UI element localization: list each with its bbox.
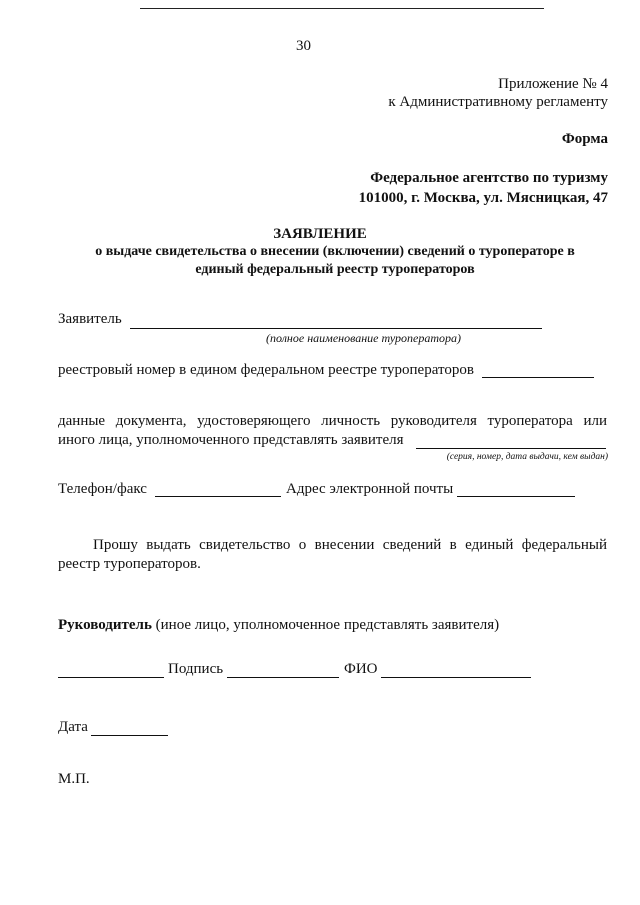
full-name-label: ФИО	[344, 661, 378, 677]
identity-document-line-1: данные документа, удостоверяющего личность руководителя туроператора или	[58, 413, 607, 429]
document-heading: ЗАЯВЛЕНИЕ	[273, 226, 367, 242]
request-line-1: Прошу выдать свидетельство о внесении сведений в единый федеральный	[93, 537, 607, 553]
addressee-address: 101000, г. Москва, ул. Мясницкая, 47	[358, 190, 608, 206]
form-label: Форма	[561, 131, 608, 147]
stamp-label: М.П.	[58, 771, 90, 787]
signatory-line	[58, 617, 499, 634]
appendix-line-1: Приложение № 4	[498, 76, 608, 92]
addressee-agency: Федеральное агентство по туризму	[370, 170, 608, 186]
identity-document-field[interactable]	[416, 448, 606, 449]
signature-field[interactable]	[227, 677, 339, 678]
applicant-label: Заявитель	[58, 311, 122, 327]
email-field[interactable]	[457, 496, 575, 497]
top-border-line	[140, 8, 544, 9]
phone-fax-field[interactable]	[155, 496, 281, 497]
document-subtitle-line-1: о выдаче свидетельства о внесении (включении) сведений о туроператоре в	[95, 244, 575, 259]
document-subtitle-line-2: единый федеральный реестр туроператоров	[195, 262, 475, 277]
phone-fax-label: Телефон/факс	[58, 481, 147, 497]
identity-document-hint: (серия, номер, дата выдачи, кем выдан)	[446, 452, 608, 462]
registry-number-field[interactable]	[482, 377, 594, 378]
position-field[interactable]	[58, 677, 164, 678]
signature-label: Подпись	[168, 661, 224, 677]
registry-number-label: реестровый номер в едином федеральном реестре туроператоров	[58, 362, 474, 378]
request-line-2: реестр туроператоров.	[58, 556, 201, 572]
signatory-description: (иное лицо, уполномоченное представлять заявителя)	[155, 617, 500, 633]
applicant-hint: (полное наименование туроператора)	[266, 331, 462, 345]
applicant-name-field[interactable]	[130, 328, 542, 329]
appendix-line-2: к Административному регламенту	[388, 94, 608, 110]
full-name-field[interactable]	[381, 677, 531, 678]
date-label: Дата	[58, 719, 88, 735]
date-field[interactable]	[91, 735, 168, 736]
signatory-title: Руководитель	[58, 617, 152, 633]
email-label: Адрес электронной почты	[286, 481, 454, 497]
page-number: 30	[296, 38, 311, 54]
identity-document-line-2: иного лица, уполномоченного представлять заявителя	[58, 432, 404, 448]
